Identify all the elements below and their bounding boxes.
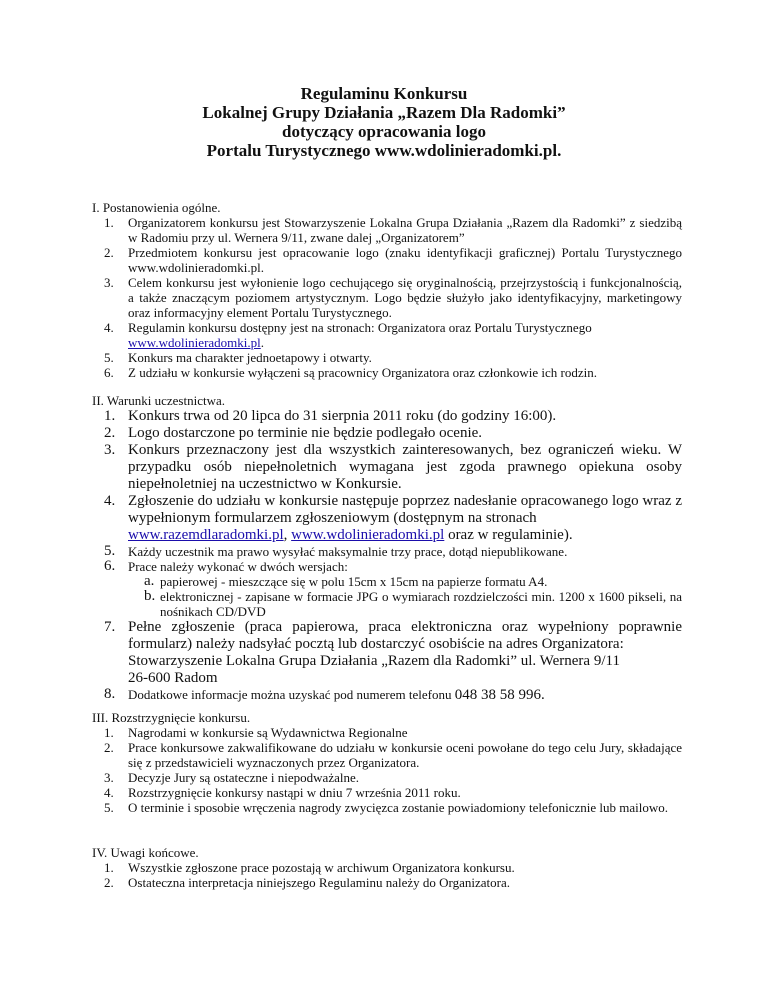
section-final-remarks xyxy=(92,845,682,890)
item-text: Celem konkursu jest wyłonienie logo cechującego się oryginalnością, przejrzystością i funkcjonalnością, a także znaczącym poziomem artystycznym. Logo będzie służyło jako identyfikacyjny, marketingowy oraz informacyjny element Portalu Turystycznego. xyxy=(128,275,682,320)
section-general-provisions xyxy=(92,200,682,380)
list-item xyxy=(92,559,682,619)
item-text: O terminie i sposobie wręczenia nagrody zwycięzca zostanie powiadomiony telefonicznie lub mailowo. xyxy=(128,800,669,815)
item-text: papierowej - mieszczące się w polu 15cm x 15cm na papierze formatu A4. xyxy=(160,574,548,589)
item-text: Rozstrzygnięcie konkursy nastąpi w dniu 7 września 2011 roku. xyxy=(128,785,461,800)
item-letter: a. xyxy=(144,573,155,589)
item-number: 2. xyxy=(104,245,114,260)
list-item xyxy=(92,740,682,770)
item-text: Przedmiotem konkursu jest opracowanie logo (znaku identyfikacji graficznej) Portalu Turystycznego www.wdolinieradomki.pl. xyxy=(128,245,682,275)
item-number: 1. xyxy=(104,408,116,424)
item-text-after: . xyxy=(260,335,264,350)
phone-number: 048 38 58 996. xyxy=(454,687,545,703)
item-text: Konkurs ma charakter jednoetapowy i otwarty. xyxy=(128,350,372,365)
item-text: Każdy uczestnik ma prawo wysyłać maksymalnie trzy prace, dotąd niepublikowane. xyxy=(128,544,568,559)
list-item xyxy=(92,544,682,559)
item-number: 4. xyxy=(104,785,114,800)
list-item xyxy=(92,800,682,815)
list-item xyxy=(92,365,682,380)
item-number: 3. xyxy=(104,770,114,785)
wdolinieradomki-link[interactable]: www.wdolinieradomki.pl xyxy=(128,335,261,350)
item-text: Regulamin konkursu dostępny jest na stronach: Organizatora oraz Portalu Turystycznego xyxy=(128,320,592,335)
list-item xyxy=(92,425,682,442)
item-number: 4. xyxy=(104,320,114,335)
title-line-2: Lokalnej Grupy Działania „Razem Dla Radomki” xyxy=(202,103,566,122)
section-participation-conditions xyxy=(92,393,682,703)
item-number: 2. xyxy=(104,425,116,441)
item-number: 5. xyxy=(104,350,114,365)
wdolinieradomki-link[interactable]: www.wdolinieradomki.pl xyxy=(291,527,445,543)
list-item xyxy=(92,320,682,350)
list-item xyxy=(92,408,682,425)
item-text-after: oraz w regulaminie). xyxy=(444,527,573,543)
list-item xyxy=(92,245,682,275)
item-text: Z udziału w konkursie wyłączeni są pracownicy Organizatora oraz członkowie ich rodzin. xyxy=(128,365,598,380)
item-number: 4. xyxy=(104,493,116,509)
list-item xyxy=(92,725,682,740)
item-number: 3. xyxy=(104,442,116,458)
item-number: 1. xyxy=(104,860,114,875)
item-text: Pełne zgłoszenie (praca papierowa, praca elektroniczna oraz wypełniony poprawnie formularz) należy nadsyłać pocztą lub dostarczyć osobiście na adres Organizatora: xyxy=(128,619,682,652)
list-item xyxy=(92,215,682,245)
list-item xyxy=(92,619,682,687)
item-text: Wszystkie zgłoszone prace pozostają w archiwum Organizatora konkursu. xyxy=(128,860,515,875)
section-heading: III. Rozstrzygnięcie konkursu. xyxy=(92,710,251,725)
item-text: Zgłoszenie do udziału w konkursie następuje poprzez nadesłanie opracowanego logo wraz z wypełnionym formularzem zgłoszeniowym (dostępnym na stronach xyxy=(128,493,682,526)
link-separator: , xyxy=(283,527,292,543)
title-line-1: Regulaminu Konkursu xyxy=(300,84,468,103)
list-item xyxy=(92,350,682,365)
item-text: Konkurs przeznaczony jest dla wszystkich zainteresowanych, bez ograniczeń wieku. W przypadku osób niepełnoletnich wymagana jest zgoda prawnego opiekuna osoby niepełnoletniej na uczestnictwo w Konkursie. xyxy=(128,442,682,492)
item-number: 5. xyxy=(104,800,114,815)
list-item xyxy=(92,493,682,544)
list-item xyxy=(92,442,682,493)
item-text: elektronicznej - zapisane w formacie JPG o wymiarach rozdzielczości min. 1200 x 1600 pikseli, na nośnikach CD/DVD xyxy=(160,589,682,619)
list-item xyxy=(92,875,682,890)
item-number: 8. xyxy=(104,686,116,702)
address-line-2: 26-600 Radom xyxy=(128,670,218,686)
list-item xyxy=(92,770,682,785)
item-text: Nagrodami w konkursie są Wydawnictwa Regionalne xyxy=(128,725,408,740)
item-text: Decyzje Jury są ostateczne i niepodważalne. xyxy=(128,770,360,785)
item-number: 2. xyxy=(104,875,114,890)
list-item xyxy=(92,860,682,875)
item-text: Prace należy wykonać w dwóch wersjach: xyxy=(128,559,348,574)
item-number: 2. xyxy=(104,740,114,755)
item-number: 6. xyxy=(104,365,114,380)
section-heading: I. Postanowienia ogólne. xyxy=(92,200,221,215)
section-resolution xyxy=(92,710,682,815)
item-text: Ostateczna interpretacja niniejszego Regulaminu należy do Organizatora. xyxy=(128,875,511,890)
item-number: 1. xyxy=(104,725,114,740)
item-number: 7. xyxy=(104,619,116,635)
item-text: Prace konkursowe zakwalifikowane do udziału w konkursie oceni powołane do tego celu Jury, składające się z przedstawicieli wyznaczonych przez Organizatora. xyxy=(128,740,682,770)
razemdlaradomki-link[interactable]: www.razemdlaradomki.pl xyxy=(128,527,284,543)
title-line-3: dotyczący opracowania logo xyxy=(282,122,486,141)
address-line-1: Stowarzyszenie Lokalna Grupa Działania „Razem dla Radomki” ul. Wernera 9/11 xyxy=(128,653,620,669)
item-number: 6. xyxy=(104,558,116,574)
list-item xyxy=(92,687,682,703)
item-letter: b. xyxy=(144,588,156,604)
list-item xyxy=(92,275,682,320)
item-number: 5. xyxy=(104,543,116,559)
item-text: Konkurs trwa od 20 lipca do 31 sierpnia 2011 roku (do godziny 16:00). xyxy=(128,408,557,424)
item-text: Dodatkowe informacje można uzyskać pod numerem telefonu xyxy=(128,687,452,702)
section-heading: IV. Uwagi końcowe. xyxy=(92,845,199,860)
section-heading: II. Warunki uczestnictwa. xyxy=(92,393,225,408)
item-number: 3. xyxy=(104,275,114,290)
item-number: 1. xyxy=(104,215,114,230)
title-line-4: Portalu Turystycznego www.wdolinieradomki.pl. xyxy=(206,141,562,160)
document-title xyxy=(0,84,768,160)
sub-list-item xyxy=(128,574,682,589)
item-text: Logo dostarczone po terminie nie będzie podlegało ocenie. xyxy=(128,425,483,441)
sub-list-item xyxy=(128,589,682,619)
list-item xyxy=(92,785,682,800)
item-text: Organizatorem konkursu jest Stowarzyszenie Lokalna Grupa Działania „Razem dla Radomki” z siedzibą w Radomiu przy ul. Wernera 9/11, zwane dalej „Organizatorem” xyxy=(128,215,682,245)
